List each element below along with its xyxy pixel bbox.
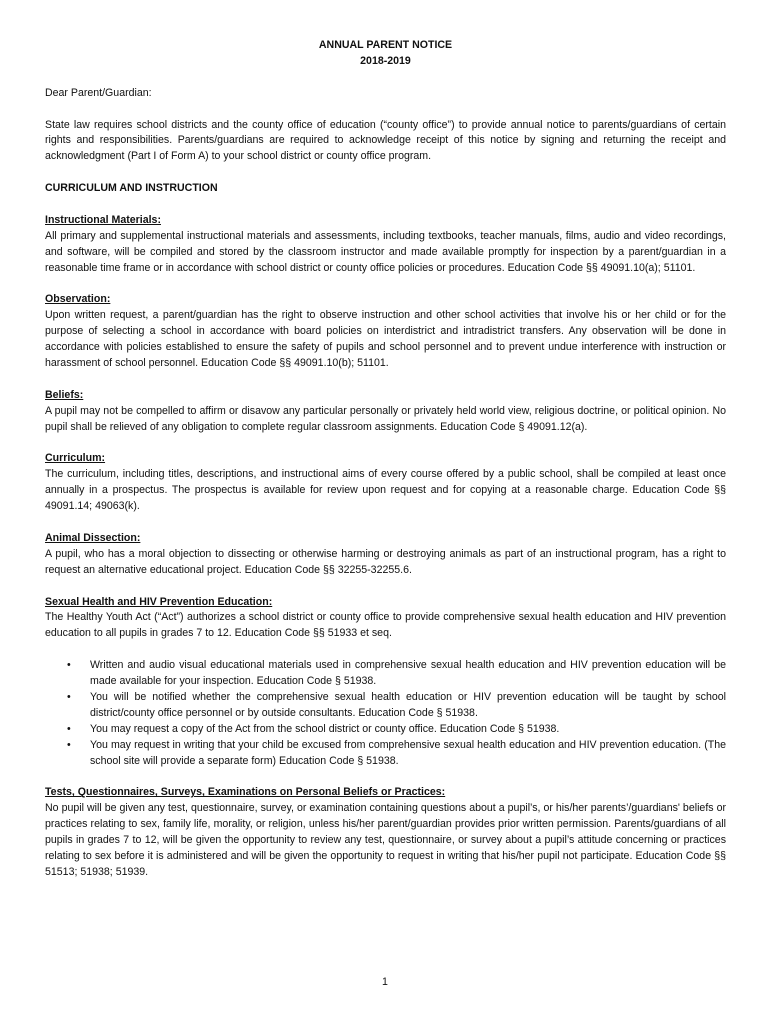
paragraph-curriculum: The curriculum, including titles, descriptions, and instructional aims of every course offered by a public school, shall be compiled at least once annually in a prospectus. The prospectus is available for review upon request and for copying at a reasonable charge. Education Code §§ 49091.14; 49063(k). [45, 468, 726, 513]
subheading-tests-surveys: Tests, Questionnaires, Surveys, Examinations on Personal Beliefs or Practices: [45, 786, 446, 799]
document-year: 2018-2019 [360, 54, 411, 67]
subheading-curriculum: Curriculum: [45, 452, 106, 465]
subheading-sexual-health: Sexual Health and HIV Prevention Education: [45, 595, 273, 608]
list-item-text: You may request in writing that your child be excused from comprehensive sexual health education and HIV prevention education. (The school site will provide a separate form) Education Code § 51938. [90, 738, 726, 767]
list-item [45, 722, 726, 738]
bullet-icon: • [67, 691, 71, 703]
document-page [45, 38, 726, 881]
list-item [45, 738, 726, 770]
subheading-beliefs: Beliefs: [45, 388, 84, 401]
sexual-health-bullet-list [45, 658, 726, 769]
list-item-text: You will be notified whether the comprehensive sexual health education or HIV prevention education will be taught by school district/county office personnel or by outside consultants. Education Code § 51938. [90, 691, 726, 719]
paragraph-observation: Upon written request, a parent/guardian has the right to observe instruction and other school activities that involve his or her child or for the purpose of selecting a school in accordance with board policies on interdistrict and intradistrict transfers. Any observation will be done in accordance with policies established to ensure the safety of pupils and school personnel and to prevent undue interference with instruction or harassment of school personnel. Education Code §§ 49091.10(b); 51101. [45, 309, 726, 370]
subheading-animal-dissection: Animal Dissection: [45, 531, 141, 544]
paragraph-tests-surveys: No pupil will be given any test, questionnaire, survey, or examination containing questions about a pupil’s, or his/her parents’/guardians' beliefs or practices relating to sex, family life, morality, or religion, unless his/her parent/guardian provides prior written permission. Parents/guardians of all pupils in grades 7 to 12, will be given the opportunity to review any test, questionnaire, or survey about a pupil’s attitude concerning or practices relating to sex before it is administered and will be given the opportunity to request in writing that his/her pupil not participate. Education Code §§ 51513; 51938; 51939. [45, 802, 726, 878]
bullet-icon: • [67, 722, 71, 735]
document-title: ANNUAL PARENT NOTICE [318, 39, 453, 51]
salutation: Dear Parent/Guardian: [45, 86, 152, 99]
section-heading-curriculum-instruction: CURRICULUM AND INSTRUCTION [45, 182, 218, 195]
subheading-observation: Observation: [45, 293, 111, 306]
intro-paragraph: State law requires school districts and the county office of education (“county office”) to provide annual notice to parents/guardians of certain rights and responsibilities. Parents/guardians are required to acknowledge receipt of this notice by signing and returning the receipt and acknowledgment (Part I of Form A) to your school district or county office program. [45, 118, 726, 163]
bullet-icon: • [67, 738, 71, 751]
page-number: 1 [382, 976, 388, 988]
paragraph-beliefs: A pupil may not be compelled to affirm or disavow any particular personally or privately held world view, religious doctrine, or political opinion. No pupil shall be relieved of any obligation to complete regular classroom assignments. Education Code § 49091.12(a). [45, 404, 726, 433]
paragraph-animal-dissection: A pupil, who has a moral objection to dissecting or otherwise harming or destroying animals as part of an instructional program, has a right to request an alternative educational project. Education Code §§ 32255-32255.6. [45, 547, 726, 576]
paragraph-instructional-materials: All primary and supplemental instructional materials and assessments, including textbooks, teacher manuals, films, audio and video recordings, and software, will be compiled and stored by the classroom instructor and made available promptly for inspection by a parent/guardian in a reasonable time frame or in accordance with school district or county office policies or procedures. Education Code §§ 49091.10(a); 51101. [45, 229, 726, 274]
bullet-icon: • [67, 659, 71, 672]
list-item [45, 690, 726, 722]
list-item-text: Written and audio visual educational materials used in comprehensive sexual health education and HIV prevention education will be made available for your inspection. Education Code § 51938. [90, 659, 726, 688]
subheading-instructional-materials: Instructional Materials: [45, 213, 161, 226]
paragraph-sexual-health: The Healthy Youth Act (“Act”) authorizes a school district or county office to provide comprehensive sexual health education and HIV prevention education to all pupils in grades 7 to 12. Education Code §§ 51933 et seq. [45, 611, 726, 640]
list-item [45, 658, 726, 690]
list-item-text: You may request a copy of the Act from the school district or county office. Education Code § 51938. [90, 722, 560, 735]
